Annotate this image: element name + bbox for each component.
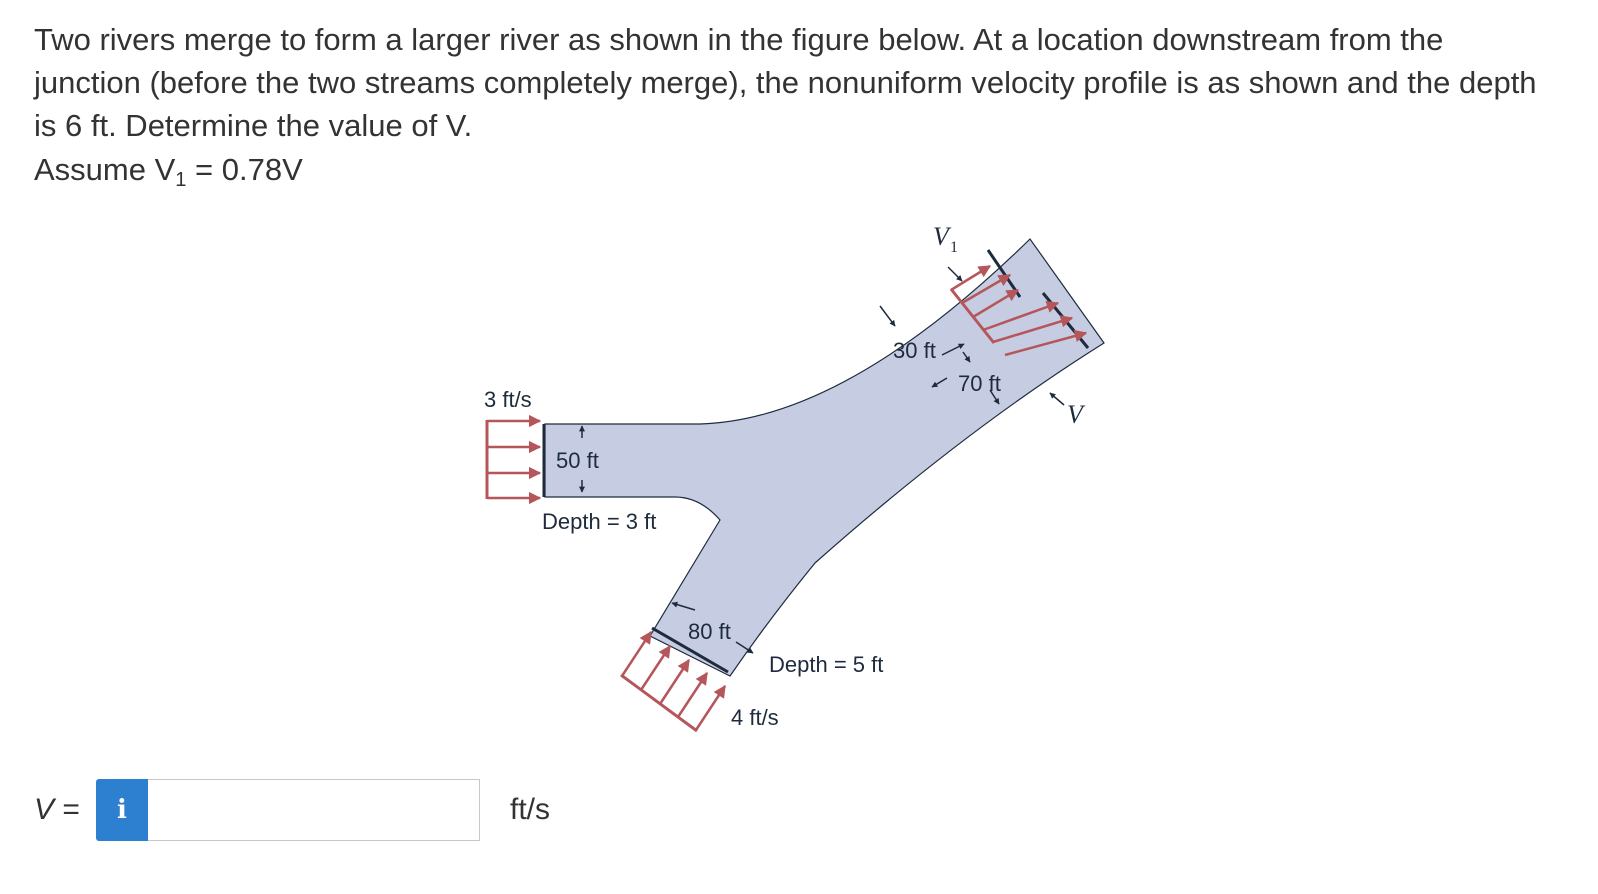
assume-prefix: Assume V [34,152,176,187]
info-icon[interactable]: i [96,779,148,841]
answer-input[interactable] [148,779,480,841]
bottom-width-label: 80 ft [688,619,731,644]
left-depth-label: Depth = 3 ft [542,509,657,534]
left-velocity-label: 3 ft/s [484,387,532,412]
problem-statement: Two rivers merge to form a larger river as shown in the figure below. At a location downstream from the junction (before the two streams completely merge), the nonuniform velocity profile is as shown and the depth is 6 ft. Determine the value of V. [34,22,1537,143]
answer-row [34,779,550,841]
left-velocity-profile [487,420,540,499]
assume-subscript: 1 [175,169,187,191]
left-width-label: 50 ft [556,448,599,473]
right-width-label-2: 70 ft [958,371,1001,396]
answer-units: ft/s [510,793,551,826]
v1-label: V [933,222,949,251]
answer-label-eq: = [54,793,80,826]
answer-label [34,793,96,827]
v-label: V [1067,400,1083,429]
assume-suffix: = 0.78V [186,152,303,187]
answer-label-var: V [34,793,55,826]
right-width-label-1: 30 ft [893,338,936,363]
river-water-body [545,239,1104,676]
bottom-velocity-label: 4 ft/s [731,705,779,730]
v1-subscript: 1 [950,239,958,256]
bottom-depth-label: Depth = 5 ft [769,652,884,677]
